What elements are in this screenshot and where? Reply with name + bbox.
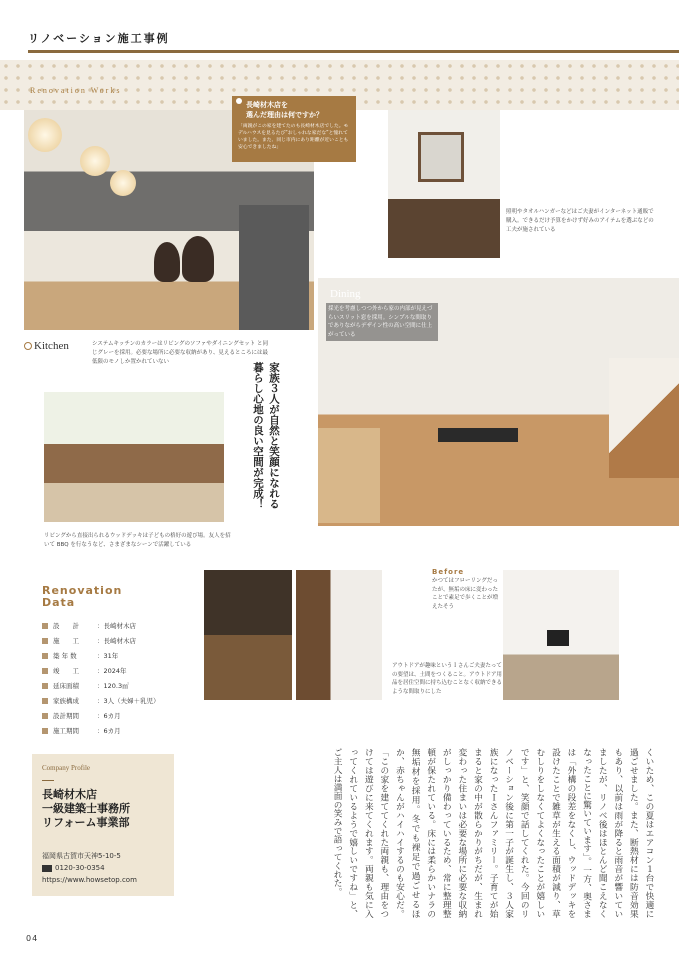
dining-caption: 採光を考慮しつつ外から家の内部が見えづらいスリット窓を採用。シンプルな間取りでありながらデザイン性の高い空間に仕上がっている [326,303,438,341]
outdoor-caption: アウトドアが趣味というＩさんご夫妻たっての要望は、土間をつくること。アウトドア用品を居住空間に持ち込むことなく収納できるような間取りにした [392,663,503,695]
reason-callout [232,96,356,162]
data-row: 家族構成 ： 3人（夫婦＋乳児） [42,693,202,708]
before-label: Before [432,568,465,576]
ring-icon [24,342,32,350]
section-label: Renovation Works [30,86,122,95]
renovation-data-title: Renovation Data [42,584,123,609]
kitchen-caption: システムキッチンのカラーはリビングのソファやダイニングセット と同じグレーを採用。必要な場所に必要な収納があり、見えるところには最低限のモノしか置かれていない [92,341,269,365]
storage-photo [204,570,292,700]
square-bullet-icon [42,698,48,704]
fridge-shape [239,205,309,330]
square-bullet-icon [42,713,48,719]
data-row: 施工期間 ： 6カ月 [42,723,202,738]
kitchen-label: Kitchen [34,340,69,352]
entrance-photo [296,570,382,700]
staircase-shape [609,358,679,478]
data-row: 施 工 ： 長崎材木店 [42,633,202,648]
callout-title: 長崎材木店を 選んだ理由は何ですか？ [246,101,323,119]
data-row: 築 年 数 ： 31年 [42,648,202,663]
company-address: 福岡県古賀市天神5-10-5 [42,852,121,860]
article-body: くいため、この夏はエアコン１台で快適に過ごせました。また、断熱材には防音効果もあり、以前は雨が降ると雨音が響いていましたが、リノベ後はほとんど聞こえなくなったことに驚いています」。一方、奥さまは「外構の段差をなくし、ウッドデッキを設けたことで雑草が生える面積が減り、草むしりをしなくてよくなったことが嬉しいです」と、笑顔で話してくれた。今回のリノベーション後に第一子が誕生し、３人家族になったＩさんファミリー。子育てが始まると家の中が散らかりがちだが、生まれ変わった住まいは必要な場所に必要な収納がしっかり備わっているため、常に整理整頓が保たれている。床には柔らかいナラの無垢材を採用。冬でも裸足で過ごせるほか、赤ちゃんがハイハイするのも安心だ。「この家を建ててくれた両親も、理由をつけては遊びに来てくれます。両親も気に入ってくれているようで嬉しいですね」と、ご主人は満面の笑みで語ってくれた。 [332,748,654,918]
renovation-data-list [42,618,202,738]
bookshelf-shape [318,428,380,523]
square-bullet-icon [42,668,48,674]
data-row: 竣 工 ： 2024年 [42,663,202,678]
mirror-shape [418,132,464,182]
callout-text: 「両親がこの家を建てたのも長崎材木店でした。モデルハウスを見るたび“おしゃれな家だな”と憧れていました。また、同じ市内にあり距離が近いことも安心できましたね」 [238,124,349,150]
company-url[interactable]: https://www.howsetop.com [42,876,137,884]
square-bullet-icon [42,638,48,644]
person-shape [182,236,214,282]
vertical-headline: 家族３人が自然と笑顔になれる 暮らし心地の良い空間が完成！ [252,362,280,509]
pendant-lamp-icon [80,146,110,176]
before-photo [503,570,619,700]
page-header-title: リノベーション施工事例 [28,32,170,45]
pendant-lamp-icon [110,170,136,196]
company-name: 長崎材木店 一級建築士事務所 リフォーム事業部 [42,788,130,829]
data-row: 設計期間 ： 6カ月 [42,708,202,723]
company-tel: 0120-30-0354 [42,862,137,874]
dot-icon [236,98,242,104]
square-bullet-icon [42,653,48,659]
dining-table-shape [438,428,518,442]
data-row: 延床面積 ： 120.3㎡ [42,678,202,693]
pendant-lamp-icon [28,118,62,152]
square-bullet-icon [42,623,48,629]
wood-deck-photo [44,392,224,522]
freedial-icon [42,865,52,872]
tv-shape [547,630,569,646]
header-rule [28,50,679,53]
company-contact [42,850,137,886]
profile-label: Company Profile [42,764,91,772]
deck-caption: リビングから直接出られるウッドデッキは子どもの格好の遊び場。友人を招いて BBQ を行なうなど、さまざまなシーンで活躍している [44,533,231,548]
data-row: 設 計 ： 長崎材木店 [42,618,202,633]
washroom-photo [388,110,500,258]
profile-divider [42,780,54,781]
page-number: 04 [26,934,39,943]
before-caption: かつてはフローリングだったが、無垢の床に変わったことで素足で歩くことが増えたそう [432,578,499,610]
square-bullet-icon [42,683,48,689]
washroom-caption: 照明やタオルハンガーなどはご夫妻がインターネット通販で購入。できるだけ予算をかけず好みのアイテムを選ぶなどの工夫が施されている [506,209,654,233]
square-bullet-icon [42,728,48,734]
dining-label: Dining [330,288,361,300]
person-shape [154,242,180,282]
company-profile [32,754,174,896]
